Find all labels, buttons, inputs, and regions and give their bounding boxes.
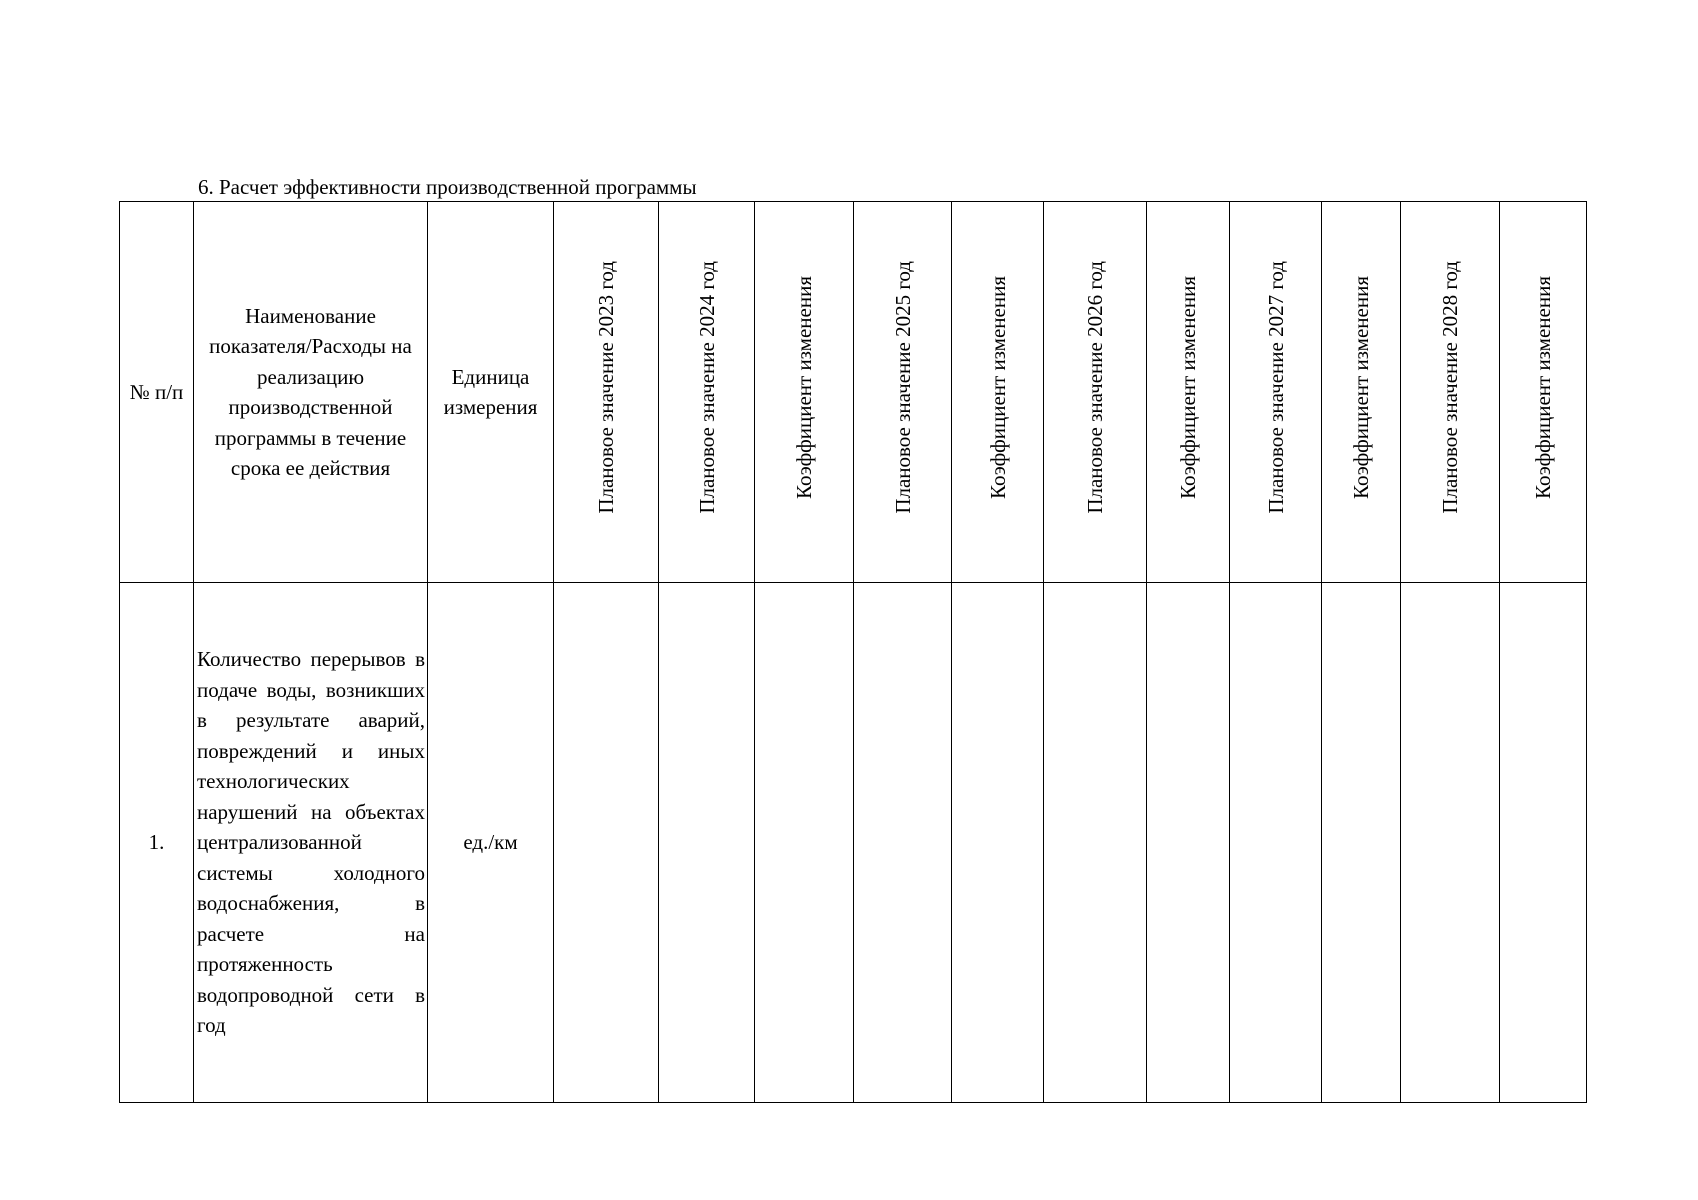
row-value-cell (659, 583, 755, 1103)
row-value-cell (1230, 583, 1322, 1103)
header-col-label: Коэффициент изменения (1176, 276, 1200, 500)
row-name-text: Количество перерывов в подаче воды, возникших в результате аварий, повреждений и иных технологических нарушений на объектах централизованной системы холодного водоснабжения, в расчете на протяженность водопроводной сети в год (197, 647, 425, 1038)
header-col-label: Плановое значение 2025 год (890, 261, 915, 515)
row-value-cell (1147, 583, 1230, 1103)
row-unit: ед./км (428, 583, 554, 1103)
header-col-label: Коэффициент изменения (1349, 276, 1373, 500)
row-num: 1. (120, 583, 194, 1103)
row-name (194, 583, 428, 1103)
header-col-label: Плановое значение 2023 год (594, 261, 618, 515)
section-title: 6. Расчет эффективности производственной программы (198, 175, 697, 199)
efficiency-table (119, 201, 1587, 1103)
header-col-coef-2025 (952, 202, 1044, 583)
row-value-cell (755, 583, 854, 1103)
header-col-label: Коэффициент изменения (985, 276, 1010, 500)
header-col-plan-2027 (1230, 202, 1322, 583)
header-col-coef-2027 (1322, 202, 1401, 583)
header-col-label: Коэффициент изменения (1531, 276, 1555, 500)
header-col-label: Плановое значение 2024 год (694, 261, 719, 515)
header-col-plan-2024 (659, 202, 755, 583)
header-name (194, 202, 428, 583)
header-col-coef-2028 (1500, 202, 1587, 583)
row-value-cell (554, 583, 659, 1103)
row-value-cell (1500, 583, 1587, 1103)
header-col-plan-2028 (1401, 202, 1500, 583)
header-name-text: Наименование показателя/Расходы на реализацию производственной программы в течение срока ее действия (209, 303, 412, 480)
header-col-coef-2024 (755, 202, 854, 583)
header-col-label: Плановое значение 2027 год (1263, 261, 1288, 515)
row-value-cell (1322, 583, 1401, 1103)
header-col-label: Плановое значение 2026 год (1083, 261, 1107, 515)
header-num: № п/п (120, 202, 194, 583)
table-row (120, 583, 1587, 1103)
row-value-cell (1044, 583, 1147, 1103)
table-header-row (120, 202, 1587, 583)
row-value-cell (1401, 583, 1500, 1103)
header-col-coef-2026 (1147, 202, 1230, 583)
header-col-plan-2025 (854, 202, 952, 583)
row-value-cell (952, 583, 1044, 1103)
row-value-cell (854, 583, 952, 1103)
header-col-label: Коэффициент изменения (792, 276, 816, 500)
header-col-label: Плановое значение 2028 год (1438, 261, 1462, 515)
header-unit: Единица измерения (428, 202, 554, 583)
header-col-plan-2023 (554, 202, 659, 583)
header-col-plan-2026 (1044, 202, 1147, 583)
